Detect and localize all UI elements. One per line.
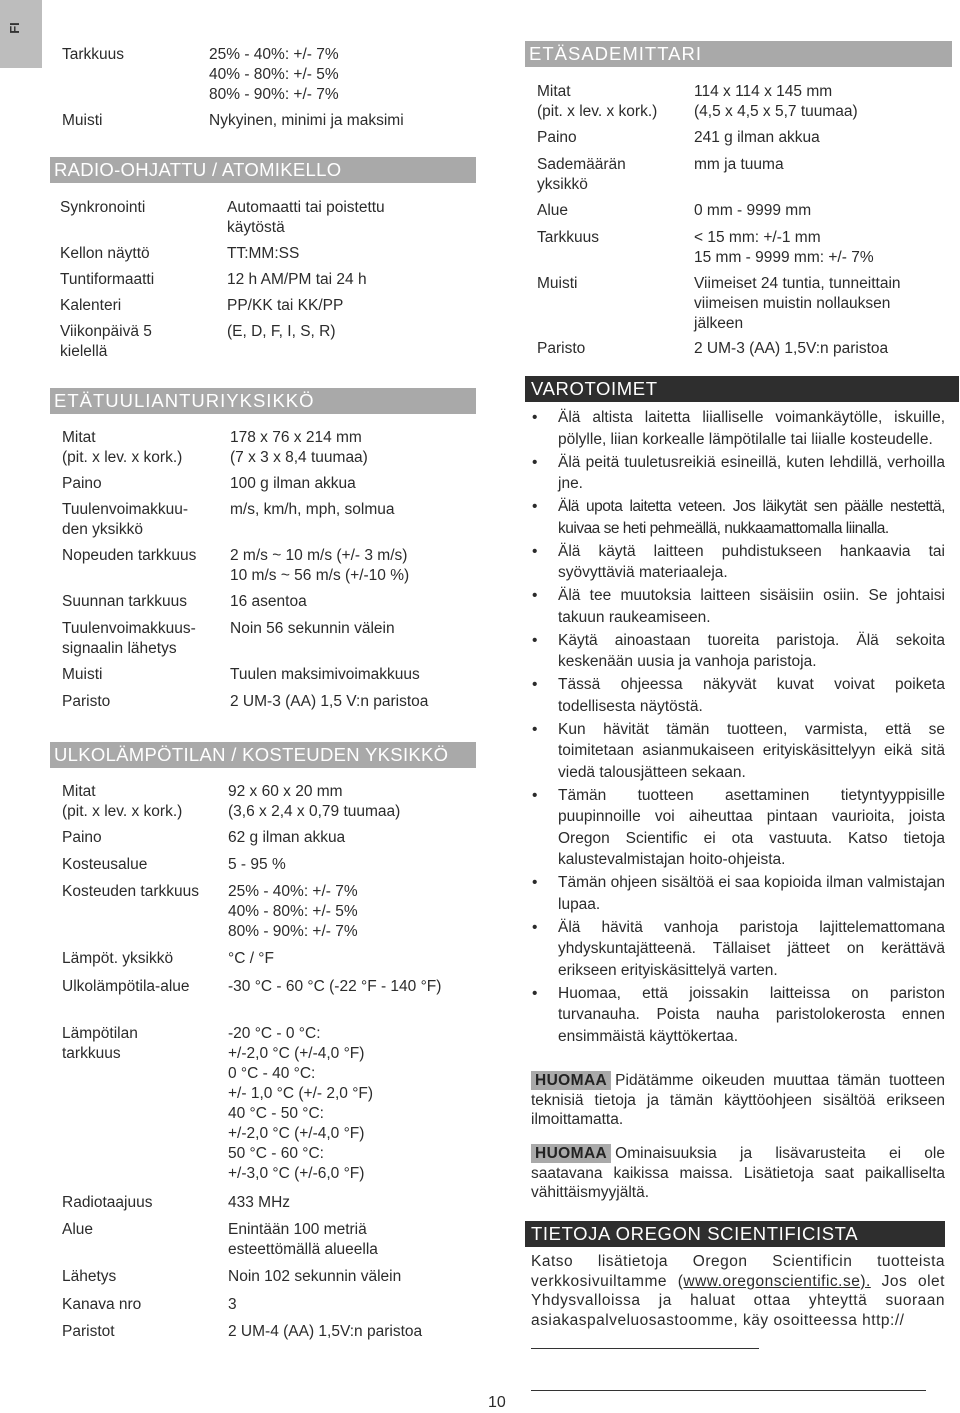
- outdoor-specs: [62, 782, 476, 1342]
- spec-row: Viikonpäivä 5 kielellä (E, D, F, I, S, R): [60, 323, 336, 360]
- note-badge: HUOMAA: [531, 1071, 611, 1090]
- page-number: 10: [488, 1394, 506, 1411]
- url-text: http://: [862, 1311, 905, 1329]
- list-item: • Käytä ainoastaan tuoreita paristoja. Älä sekoita keskenään uusia ja vanhoja paristoja.: [532, 631, 945, 670]
- list-item: • Tässä ohjeessa näkyvät kuvat voivat poiketa todellisesta näytöstä.: [532, 676, 945, 715]
- spec-row: Tuulenvoimakkuu- den yksikkö m/s, km/h, mph, solmua: [62, 501, 395, 538]
- rain-section-title: ETÄSADEMITTARI: [525, 41, 952, 67]
- spec-row: Paino 241 g ilman akkua: [537, 129, 820, 146]
- note-paragraph: HUOMAA Ominaisuuksia ja lisävarusteita ei ole saatavana kaikissa maissa. Lisätietoja saat paikalliselta vähittäismyyjältä.: [531, 1145, 945, 1201]
- language-tab: FI: [0, 0, 42, 68]
- spec-row: Alue Enintään 100 metriä esteettömällä alueella: [62, 1221, 378, 1258]
- precautions-list: [529, 407, 945, 1049]
- spec-row: Paristo 2 UM-3 (AA) 1,5V:n paristoa: [537, 340, 889, 357]
- precautions-section-title: VAROTOIMET: [525, 376, 959, 402]
- spec-row: Kellon näyttö TT:MM:SS: [60, 245, 300, 262]
- list-item: • Tämän tuotteen asettaminen tietyntyyppisille puupinnoille voi aiheuttaa pintaan vaurioita, joista Oregon Scientific ei ota vastuuta. Katso tietoja kalustevalmistajan hoito-ohjeista.: [532, 786, 945, 868]
- list-item: • Älä altista laitetta liialliselle voimankäytölle, iskuille, pölylle, liian korkealle lämpötilalle tai liialle kosteudelle.: [532, 409, 945, 448]
- about-paragraph: Katso lisätietoja Oregon Scientificin tuotteista verkkosivuiltamme (www.oregonscientific.se). Jos olet Yhdysvalloissa ja haluat ottaa yhteyttä suoraan asiakaspalveluosastoomme, käy osoitteessa http://: [531, 1253, 945, 1329]
- wind-section-title: ETÄTUULIANTURIYKSIKKÖ: [50, 388, 476, 414]
- list-item: • Kun hävität tämän tuotteen, varmista, että se toimitetaan asianmukaiseen erityiskäsittelyyn eikä sitä viedä talousjätteen sekaan.: [532, 720, 945, 781]
- radio-section-title: RADIO-OHJATTU / ATOMIKELLO: [50, 157, 476, 183]
- spec-row: Lähetys Noin 102 sekunnin välein: [62, 1268, 402, 1285]
- spec-row: Paristot 2 UM-4 (AA) 1,5V:n paristoa: [62, 1323, 423, 1340]
- spec-row: Kalenteri PP/KK tai KK/PP: [60, 297, 344, 314]
- note-badge: HUOMAA: [531, 1144, 611, 1163]
- list-item: • Älä peitä tuuletusreikiä esineillä, kuten lehdillä, verhoilla jne.: [532, 453, 945, 492]
- list-item: • Tämän ohjeen sisältöä ei saa kopioida ilman valmistajan lupaa.: [532, 874, 945, 913]
- rain-specs: [537, 82, 952, 359]
- spec-row: Paino 62 g ilman akkua: [62, 829, 346, 846]
- spec-row: Nopeuden tarkkuus 2 m/s ~ 10 m/s (+/- 3 m/s) 10 m/s ~ 56 m/s (+/-10 %): [62, 547, 410, 584]
- spec-row: Synkronointi Automaatti tai poistettu käytöstä: [60, 199, 385, 236]
- spec-row: Sademäärän yksikkö mm ja tuuma: [537, 156, 784, 193]
- list-item: • Älä tee muutoksia laitteen sisäisiin osiin. Se johtaisi takuun raukeamiseen.: [532, 587, 945, 626]
- spec-row: Mitat (pit. x lev. x kork.) 92 x 60 x 20 mm (3,6 x 2,4 x 0,79 tuumaa): [62, 783, 401, 820]
- spec-row: Paristo 2 UM-3 (AA) 1,5 V:n paristoa: [62, 693, 429, 710]
- spec-row: Tuntiformaatti 12 h AM/PM tai 24 h: [60, 271, 367, 288]
- spec-row: Radiotaajuus 433 MHz: [62, 1194, 291, 1211]
- spec-row: Muisti Viimeiset 24 tuntia, tunneittain viimeisen muistin nollauksen jälkeen: [537, 275, 901, 332]
- spec-row: Muisti Nykyinen, minimi ja maksimi: [62, 112, 404, 129]
- spec-row: Lämpöt. yksikkö °C / °F: [62, 950, 274, 967]
- outdoor-section-title: ULKOLÄMPÖTILAN / KOSTEUDEN YKSIKKÖ: [50, 742, 476, 768]
- spec-row: Mitat (pit. x lev. x kork.) 178 x 76 x 214 mm (7 x 3 x 8,4 tuumaa): [62, 429, 368, 466]
- spec-row: Kosteuden tarkkuus 25% - 40%: +/- 7% 40% - 80%: +/- 5% 80% - 90%: +/- 7%: [62, 883, 358, 940]
- spec-row: Kosteusalue 5 - 95 %: [62, 856, 286, 873]
- spec-row: Tarkkuus 25% - 40%: +/- 7% 40% - 80%: +/- 5% 80% - 90%: +/- 7%: [62, 46, 339, 103]
- spec-row: Paino 100 g ilman akkua: [62, 475, 356, 492]
- divider: [531, 1348, 759, 1349]
- spec-row: Suunnan tarkkuus 16 asentoa: [62, 593, 307, 610]
- spec-row: Lämpötilan tarkkuus -20 °C - 0 °C: +/-2,0 °C (+/-4,0 °F) 0 °C - 40 °C: +/- 1,0 °C (+/- 2,0 °F) 40 °C - 50 °C: +/-2,0 °C (+/-4,0 °F) 50 °C - 60 °C: +/-3,0 °C (+/-6,0 °F): [62, 1025, 374, 1182]
- note-paragraph: HUOMAA Pidätämme oikeuden muuttaa tämän tuotteen teknisiä tietoja ja tämän käyttöohjeen sisältöä erikseen ilmoittamatta.: [531, 1072, 945, 1128]
- list-item: • Älä käytä laitteen puhdistukseen hankaavia tai syövyttäviä materiaaleja.: [532, 542, 945, 581]
- list-item: • Huomaa, että joissakin laitteissa on pariston turvanauha. Poista nauha paristolokerosta ennen ensimmäistä käyttökertaa.: [532, 984, 945, 1045]
- spec-row: Mitat (pit. x lev. x kork.) 114 x 114 x 145 mm (4,5 x 4,5 x 5,7 tuumaa): [537, 83, 858, 120]
- footer-divider: [531, 1390, 926, 1391]
- list-item: • Älä hävitä vanhoja paristoja lajittelemattomana yhdyskuntajätteenä. Tällaiset jätteet on kerättävä erikseen erityiskäsittelyä varten.: [532, 918, 945, 979]
- spec-row: Kanava nro 3: [62, 1296, 237, 1313]
- radio-specs: [60, 198, 476, 362]
- website-link[interactable]: www.oregonscientific.se).: [683, 1272, 871, 1290]
- list-item: • Älä upota laitetta veteen. Jos läikytät sen päälle nestettä, kuivaa se heti pehmeällä, nukkaamattomalla liinalla.: [532, 498, 945, 537]
- spec-row: Muisti Tuulen maksimivoimakkuus: [62, 666, 420, 683]
- spec-row: Tuulenvoimakkuus- signaalin lähetys Noin 56 sekunnin välein: [62, 620, 395, 657]
- spec-row: Ulkolämpötila-alue -30 °C - 60 °C (-22 °F - 140 °F): [62, 978, 442, 995]
- wind-specs: [62, 428, 476, 712]
- spec-row: Tarkkuus < 15 mm: +/-1 mm 15 mm - 9999 mm: +/- 7%: [537, 229, 874, 266]
- spec-row: Alue 0 mm - 9999 mm: [537, 202, 812, 219]
- about-section-title: TIETOJA OREGON SCIENTIFICISTA: [525, 1221, 945, 1247]
- top-specs: [62, 45, 482, 131]
